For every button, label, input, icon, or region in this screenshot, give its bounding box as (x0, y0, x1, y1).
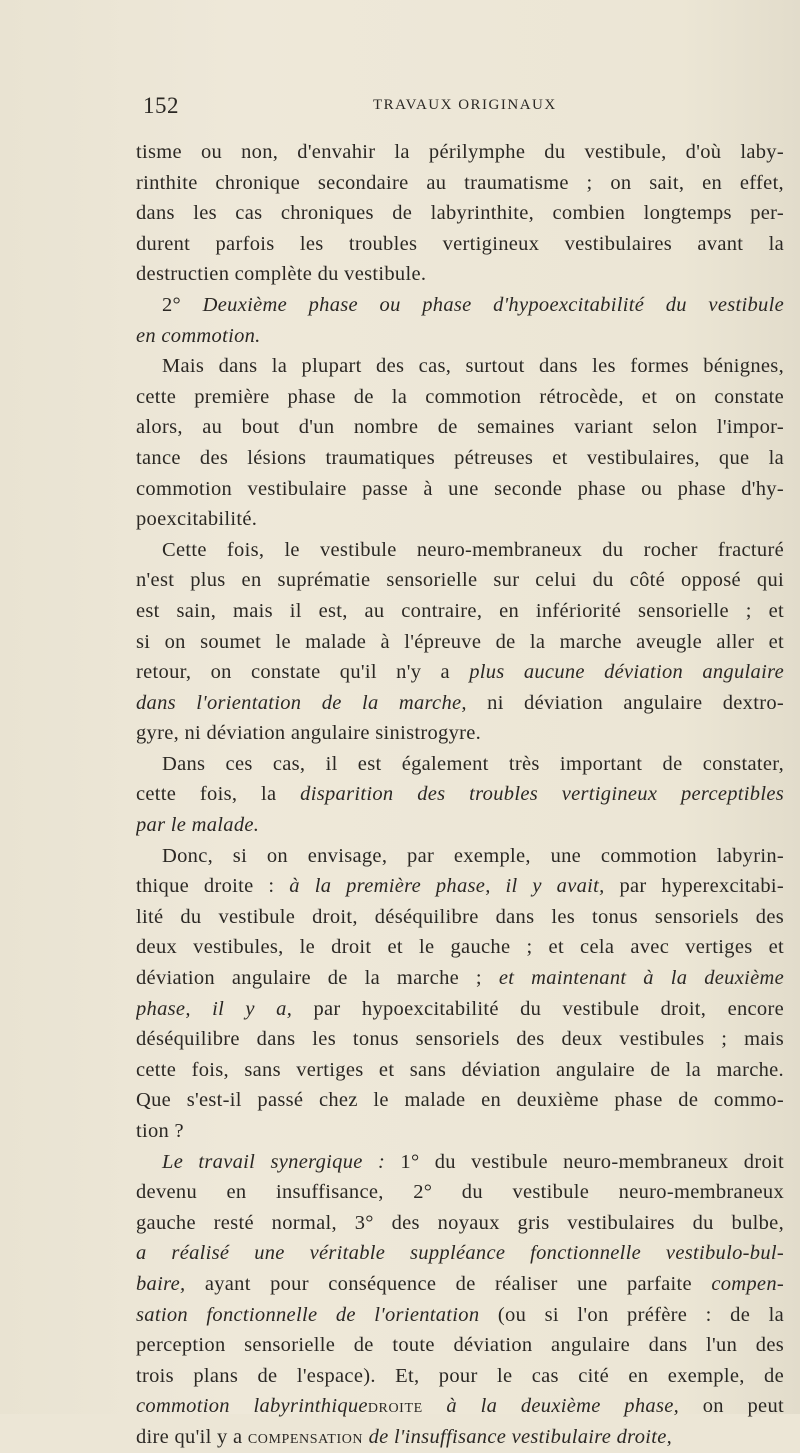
line-text: tance des lésions traumatiques pétreuses et vestibulaires, que la (136, 446, 784, 469)
line-text: perception sensorielle de toute déviation angulaire dans l'un des (136, 1334, 784, 1357)
line-text: Que s'est-il passé chez le malade en deuxième phase de commo- (136, 1089, 784, 1112)
italic-text: à la deuxième phase, (422, 1395, 680, 1418)
text-line (136, 229, 784, 260)
line-text: trois plans de l'espace). Et, pour le cas cité en exemple, de (136, 1364, 784, 1387)
line-text: Dans ces cas, il est également très important de constater, (162, 752, 784, 775)
text-line (136, 535, 784, 566)
text-line (136, 841, 784, 872)
text-line (136, 321, 784, 352)
text-line (136, 259, 784, 290)
line-text: 1° du vestibule neuro-membraneux droit (385, 1150, 784, 1173)
italic-text: Le travail synergique : (162, 1150, 386, 1173)
text-line (136, 749, 784, 780)
italic-text: baire, (136, 1272, 186, 1295)
text-line (136, 932, 784, 963)
line-text: tisme ou non, d'envahir la périlymphe du vestibule, d'où laby- (136, 141, 784, 163)
text-line (136, 1055, 784, 1086)
line-text: 2° (162, 293, 203, 316)
line-text: ni déviation angulaire dextro- (466, 691, 784, 714)
text-line (136, 718, 784, 749)
page-header (143, 93, 783, 123)
line-text: cette première phase de la commotion rétrocède, et on constate (136, 385, 784, 408)
line-text: commotion vestibulaire passe à une seconde phase ou phase d'hy- (136, 477, 784, 500)
text-line (136, 994, 784, 1025)
italic-text: Deuxième phase ou phase d'hypoexcitabilité du vestibule (202, 293, 784, 316)
line-text: n'est plus en suprématie sensorielle sur celui du côté opposé qui (136, 569, 784, 592)
line-text: thique droite : (136, 875, 290, 898)
line-text: destructien complète du vestibule. (136, 263, 427, 286)
line-text: est sain, mais il est, au contraire, en infériorité sensorielle ; et (136, 599, 784, 622)
text-line (136, 198, 784, 229)
italic-text: de l'insuffisance vestibulaire droite, (363, 1425, 673, 1448)
italic-text: en commotion. (136, 324, 261, 347)
line-text: Donc, si on envisage, par exemple, une commotion labyrin- (162, 844, 784, 867)
text-line (136, 810, 784, 841)
text-line (136, 1147, 784, 1178)
small-caps-text: droite (367, 1395, 423, 1418)
text-line (136, 504, 784, 535)
italic-text: à la première phase, il y avait, (289, 875, 605, 898)
text-line (136, 1330, 784, 1361)
line-text: par hypoexcitabilité du vestibule droit, encore (292, 997, 784, 1020)
line-text: durent parfois les troubles vertigineux vestibulaires avant la (136, 232, 784, 255)
line-text: cette fois, la (136, 783, 301, 806)
line-text: devenu en insuffisance, 2° du vestibule neuro-membraneux (136, 1181, 784, 1204)
line-text: déviation angulaire de la marche ; (136, 967, 499, 990)
body-text (136, 137, 784, 1453)
small-caps-text: compensation (247, 1425, 364, 1448)
text-line (136, 1391, 784, 1422)
text-line (136, 902, 784, 933)
text-line (136, 657, 784, 688)
line-text: (ou si l'on préfère : de la (479, 1303, 784, 1326)
line-text: par hyperexcitabi- (604, 875, 784, 898)
text-line (136, 1422, 784, 1453)
page-number: 152 (143, 93, 179, 118)
text-line (136, 1238, 784, 1269)
line-text: Cette fois, le vestibule neuro-membraneux du rocher fracturé (162, 538, 784, 561)
line-text: alors, au bout d'un nombre de semaines variant selon l'impor- (136, 416, 784, 439)
text-line (136, 963, 784, 994)
text-line (136, 1024, 784, 1055)
text-line (136, 565, 784, 596)
text-line (136, 412, 784, 443)
text-line (136, 1116, 784, 1147)
text-line (136, 168, 784, 199)
italic-text: disparition des troubles vertigineux perceptibles (300, 783, 784, 806)
line-text: gyre, ni déviation angulaire sinistrogyre. (136, 722, 482, 745)
line-text: Mais dans la plupart des cas, surtout dans les formes bénignes, (162, 355, 784, 378)
running-head: TRAVAUX ORIGINAUX (373, 97, 557, 113)
line-text: lité du vestibule droit, déséquilibre dans les tonus sensoriels des (136, 905, 784, 928)
text-line (136, 596, 784, 627)
line-text: retour, on constate qu'il n'y a (136, 661, 470, 684)
line-text: dire qu'il y a (136, 1425, 248, 1448)
italic-text: sation fonctionnelle de l'orientation (136, 1303, 480, 1326)
text-line (136, 1085, 784, 1116)
italic-text: plus aucune déviation angulaire (469, 661, 784, 684)
text-line (136, 779, 784, 810)
text-line (136, 1269, 784, 1300)
text-line (136, 443, 784, 474)
line-text: déséquilibre dans les tonus sensoriels des deux vestibules ; mais (136, 1028, 784, 1051)
text-line (136, 137, 784, 168)
text-line (136, 688, 784, 719)
line-text: gauche resté normal, 3° des noyaux gris vestibulaires du bulbe, (136, 1211, 784, 1234)
line-text: cette fois, sans vertiges et sans déviation angulaire de la marche. (136, 1058, 784, 1081)
italic-text: par le malade. (136, 814, 260, 837)
line-text: on peut (679, 1395, 784, 1418)
text-line (136, 1300, 784, 1331)
line-text: si on soumet le malade à l'épreuve de la marche aveugle aller et (136, 630, 784, 653)
italic-text: compen- (711, 1272, 784, 1295)
line-text: rinthite chronique secondaire au traumatisme ; on sait, en effet, (136, 171, 784, 194)
text-line (136, 627, 784, 658)
line-text: poexcitabilité. (136, 508, 258, 531)
text-line (136, 1361, 784, 1392)
italic-text: et maintenant à la deuxième (498, 967, 784, 990)
italic-text: dans l'orientation de la marche, (136, 691, 467, 714)
line-text: tion ? (136, 1120, 184, 1142)
line-text: deux vestibules, le droit et le gauche ; et cela avec vertiges et (136, 936, 784, 959)
text-line (136, 871, 784, 902)
italic-text: a réalisé une véritable suppléance fonctionnelle vestibulo-bul- (136, 1242, 784, 1265)
text-line (136, 474, 784, 505)
text-line (136, 351, 784, 382)
italic-text: commotion labyrinthique (136, 1395, 368, 1418)
text-line (136, 1208, 784, 1239)
text-line (136, 382, 784, 413)
italic-text: phase, il y a, (136, 997, 293, 1020)
text-line (136, 1177, 784, 1208)
line-text: dans les cas chroniques de labyrinthite, combien longtemps per- (136, 202, 784, 225)
line-text: ayant pour conséquence de réaliser une parfaite (185, 1272, 712, 1295)
text-line (136, 290, 784, 321)
